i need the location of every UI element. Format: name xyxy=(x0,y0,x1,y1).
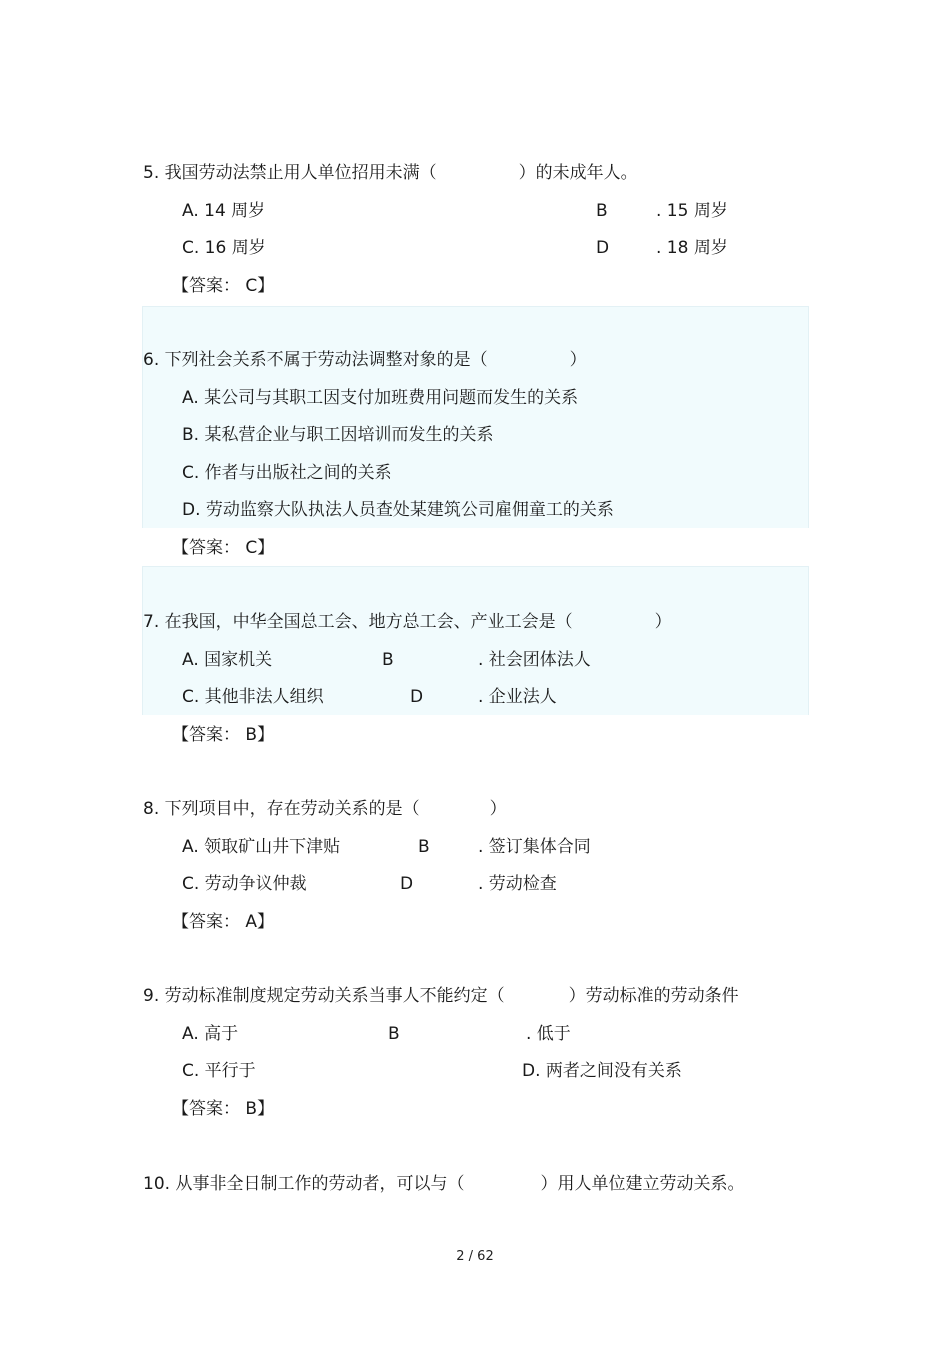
option-b-letter: B xyxy=(382,650,394,670)
option-c: C. 作者与出版社之间的关系 xyxy=(182,463,392,483)
option-a: A. 国家机关 xyxy=(182,650,273,670)
question-number: 5. xyxy=(143,163,160,183)
option-d-letter: D xyxy=(400,874,414,894)
question-8-stem xyxy=(143,798,507,820)
option-c: C. 平行于 xyxy=(182,1061,256,1081)
question-5-stem xyxy=(143,162,638,184)
question-text-end: ） xyxy=(569,350,587,370)
option-a: A. 领取矿山井下津贴 xyxy=(182,837,341,857)
question-number: 10. xyxy=(143,1174,171,1194)
option-d-letter: D xyxy=(410,687,424,707)
option-b-text: . 15 周岁 xyxy=(656,201,728,221)
option-c: C. 劳动争议仲裁 xyxy=(182,874,307,894)
answer: 【答案： A】 xyxy=(172,912,275,932)
option-d: D. 劳动监察大队执法人员查处某建筑公司雇佣童工的关系 xyxy=(182,500,614,520)
option-b-text: . 低于 xyxy=(526,1024,571,1044)
option-b: B. 某私营企业与职工因培训而发生的关系 xyxy=(182,425,494,445)
question-number: 6. xyxy=(143,350,160,370)
question-text: 从事非全日制工作的劳动者，可以与（ xyxy=(175,1174,465,1194)
question-number: 7. xyxy=(143,612,160,632)
answer: 【答案： C】 xyxy=(172,538,275,558)
question-number: 9. xyxy=(143,986,160,1006)
question-10-stem xyxy=(143,1173,744,1195)
question-text: 我国劳动法禁止用人单位招用未满（ xyxy=(164,163,437,183)
option-b-text: . 签订集体合同 xyxy=(478,837,591,857)
answer: 【答案： B】 xyxy=(172,725,275,745)
option-b-text: . 社会团体法人 xyxy=(478,650,591,670)
option-b-letter: B xyxy=(418,837,430,857)
question-text: 劳动标准制度规定劳动关系当事人不能约定（ xyxy=(164,986,505,1006)
option-d-text: . 劳动检查 xyxy=(478,874,557,894)
question-text: 下列社会关系不属于劳动法调整对象的是（ xyxy=(164,350,488,370)
option-a: A. 某公司与其职工因支付加班费用问题而发生的关系 xyxy=(182,388,579,408)
option-d: D. 两者之间没有关系 xyxy=(522,1061,682,1081)
answer: 【答案： B】 xyxy=(172,1099,275,1119)
option-c: C. 16 周岁 xyxy=(182,238,266,258)
page-number: 2 / 62 xyxy=(456,1249,494,1264)
option-b-letter: B xyxy=(596,201,608,221)
question-text-end: ）劳动标准的劳动条件 xyxy=(568,986,739,1006)
question-9-stem xyxy=(143,985,739,1007)
answer: 【答案： C】 xyxy=(172,276,275,296)
question-text-end: ）用人单位建立劳动关系。 xyxy=(540,1174,745,1194)
question-text: 在我国，中华全国总工会、地方总工会、产业工会是（ xyxy=(164,612,573,632)
option-d-text: . 18 周岁 xyxy=(656,238,728,258)
option-a: A. 高于 xyxy=(182,1024,239,1044)
question-number: 8. xyxy=(143,799,160,819)
option-c: C. 其他非法人组织 xyxy=(182,687,324,707)
question-text: 下列项目中，存在劳动关系的是（ xyxy=(164,799,420,819)
question-6-stem xyxy=(143,349,587,371)
question-text-end: ）的未成年人。 xyxy=(518,163,638,183)
option-b-letter: B xyxy=(388,1024,400,1044)
option-a: A. 14 周岁 xyxy=(182,201,266,221)
highlight-block-q6 xyxy=(142,306,809,528)
question-7-stem xyxy=(143,611,672,633)
question-text-end: ） xyxy=(654,612,672,632)
question-text-end: ） xyxy=(489,799,507,819)
option-d-letter: D xyxy=(596,238,610,258)
option-d-text: . 企业法人 xyxy=(478,687,557,707)
